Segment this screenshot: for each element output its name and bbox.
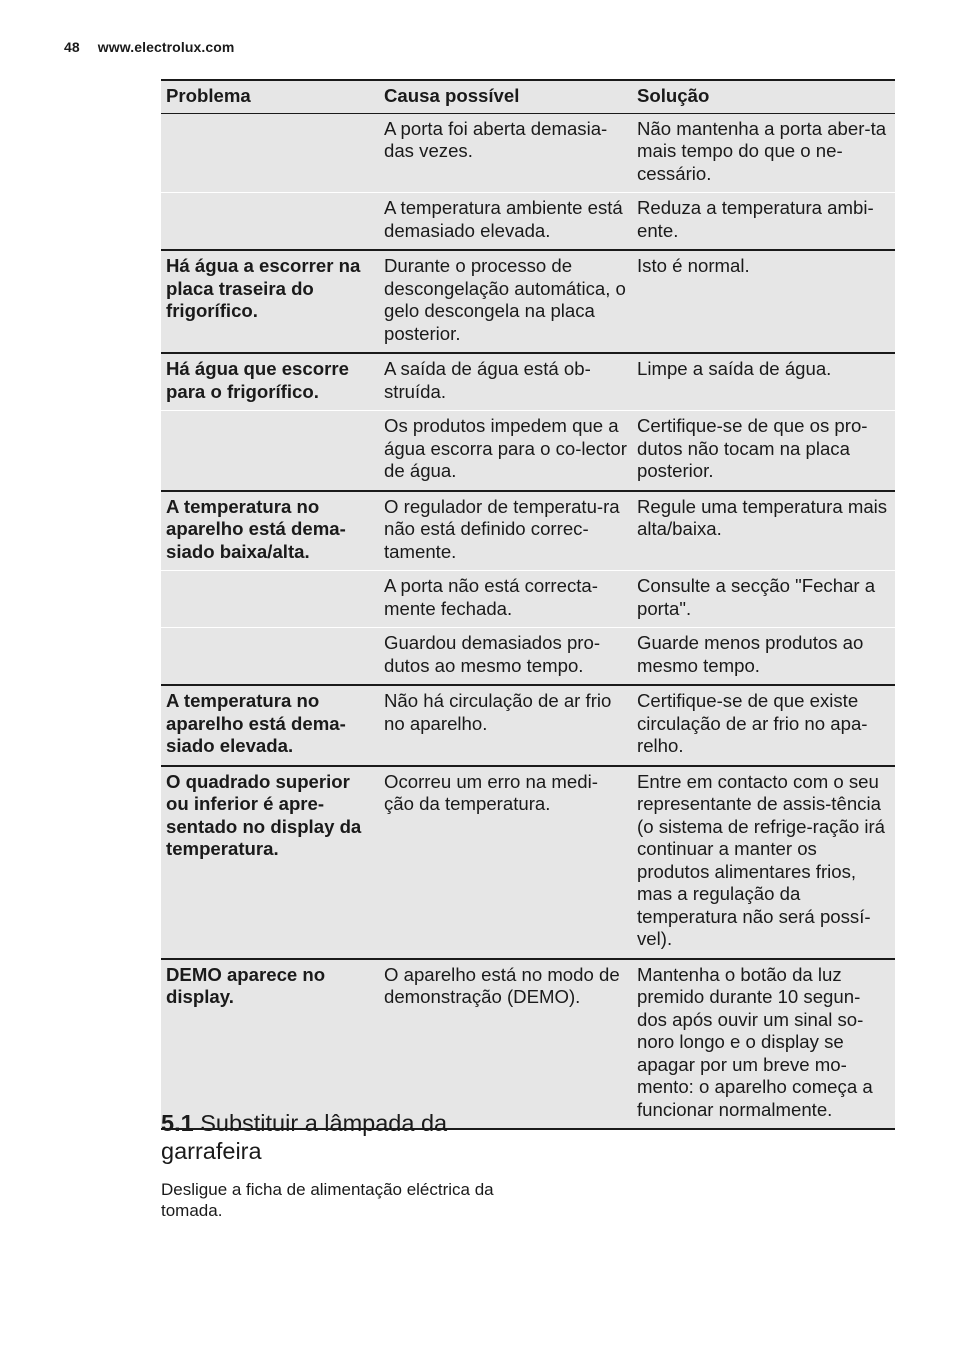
- problem-cell: [161, 628, 379, 686]
- solution-cell: Guarde menos produtos ao mesmo tempo.: [632, 628, 895, 686]
- table-row: [161, 628, 895, 686]
- solution-cell: Consulte a secção "Fechar a porta".: [632, 571, 895, 628]
- problem-cell: A temperatura no aparelho está dema-siado baixa/alta.: [161, 491, 379, 571]
- solution-cell: Certifique-se de que os pro-dutos não tocam na placa posterior.: [632, 411, 895, 491]
- cause-cell: Durante o processo de descongelação automática, o gelo descongela na placa posterior.: [379, 250, 632, 353]
- table-row: [161, 491, 895, 571]
- solution-cell: Isto é normal.: [632, 250, 895, 353]
- column-header-problem: Problema: [161, 80, 379, 113]
- solution-cell: Entre em contacto com o seu representante de assis-tência (o sistema de refrige-ração irá continuar a manter os produtos alimentares frios, mas a regulação da temperatura não será possí-vel).: [632, 766, 895, 959]
- table-row: [161, 959, 895, 1130]
- table-row: [161, 250, 895, 353]
- page-number: 48: [64, 39, 80, 55]
- table-row: [161, 193, 895, 251]
- table-row: [161, 766, 895, 959]
- solution-cell: Regule uma temperatura mais alta/baixa.: [632, 491, 895, 571]
- cause-cell: Guardou demasiados pro-dutos ao mesmo tempo.: [379, 628, 632, 686]
- problem-cell: [161, 571, 379, 628]
- problem-cell: A temperatura no aparelho está dema-siado elevada.: [161, 685, 379, 766]
- table-header: [161, 80, 895, 113]
- website-url: www.electrolux.com: [97, 39, 235, 55]
- solution-cell: Mantenha o botão da luz premido durante 10 segun-dos após ouvir um sinal so-noro longo e o display se apagar por um breve mo-mento: o aparelho começa a funcionar normalmente.: [632, 959, 895, 1130]
- table-body: [161, 113, 895, 1129]
- table-row: [161, 411, 895, 491]
- problem-cell: [161, 411, 379, 491]
- solution-cell: Não mantenha a porta aber-ta mais tempo do que o ne-cessário.: [632, 113, 895, 193]
- table-row: [161, 353, 895, 411]
- problem-cell: Há água a escorrer na placa traseira do frigorífico.: [161, 250, 379, 353]
- problem-cell: Há água que escorre para o frigorífico.: [161, 353, 379, 411]
- cause-cell: A porta foi aberta demasia-das vezes.: [379, 113, 632, 193]
- column-header-cause: Causa possível: [379, 80, 632, 113]
- cause-cell: A saída de água está ob-struída.: [379, 353, 632, 411]
- problem-cell: [161, 193, 379, 251]
- cause-cell: A temperatura ambiente está demasiado elevada.: [379, 193, 632, 251]
- table-header-row: [161, 80, 895, 113]
- table-row: [161, 685, 895, 766]
- section-number: 5.1: [161, 1110, 194, 1136]
- cause-cell: Ocorreu um erro na medi-ção da temperatura.: [379, 766, 632, 959]
- cause-cell: Os produtos impedem que a água escorra para o co-lector de água.: [379, 411, 632, 491]
- section-title: Substituir a lâmpada da garrafeira: [161, 1110, 448, 1164]
- cause-cell: O regulador de temperatu-ra não está definido correc-tamente.: [379, 491, 632, 571]
- solution-cell: Limpe a saída de água.: [632, 353, 895, 411]
- column-header-solution: Solução: [632, 80, 895, 113]
- cause-cell: Não há circulação de ar frio no aparelho.: [379, 685, 632, 766]
- page-header: [64, 39, 234, 55]
- section-heading: [161, 1109, 491, 1165]
- table-row: [161, 113, 895, 193]
- table-row: [161, 571, 895, 628]
- cause-cell: A porta não está correcta-mente fechada.: [379, 571, 632, 628]
- cause-cell: O aparelho está no modo de demonstração (DEMO).: [379, 959, 632, 1130]
- problem-cell: [161, 113, 379, 193]
- problem-cell: O quadrado superior ou inferior é apre-sentado no display da temperatura.: [161, 766, 379, 959]
- problem-cell: DEMO aparece no display.: [161, 959, 379, 1130]
- solution-cell: Certifique-se de que existe circulação de ar frio no apa-relho.: [632, 685, 895, 766]
- solution-cell: Reduza a temperatura ambi-ente.: [632, 193, 895, 251]
- troubleshooting-table: [161, 79, 895, 1130]
- section-body-text: Desligue a ficha de alimentação eléctrica da tomada.: [161, 1180, 494, 1220]
